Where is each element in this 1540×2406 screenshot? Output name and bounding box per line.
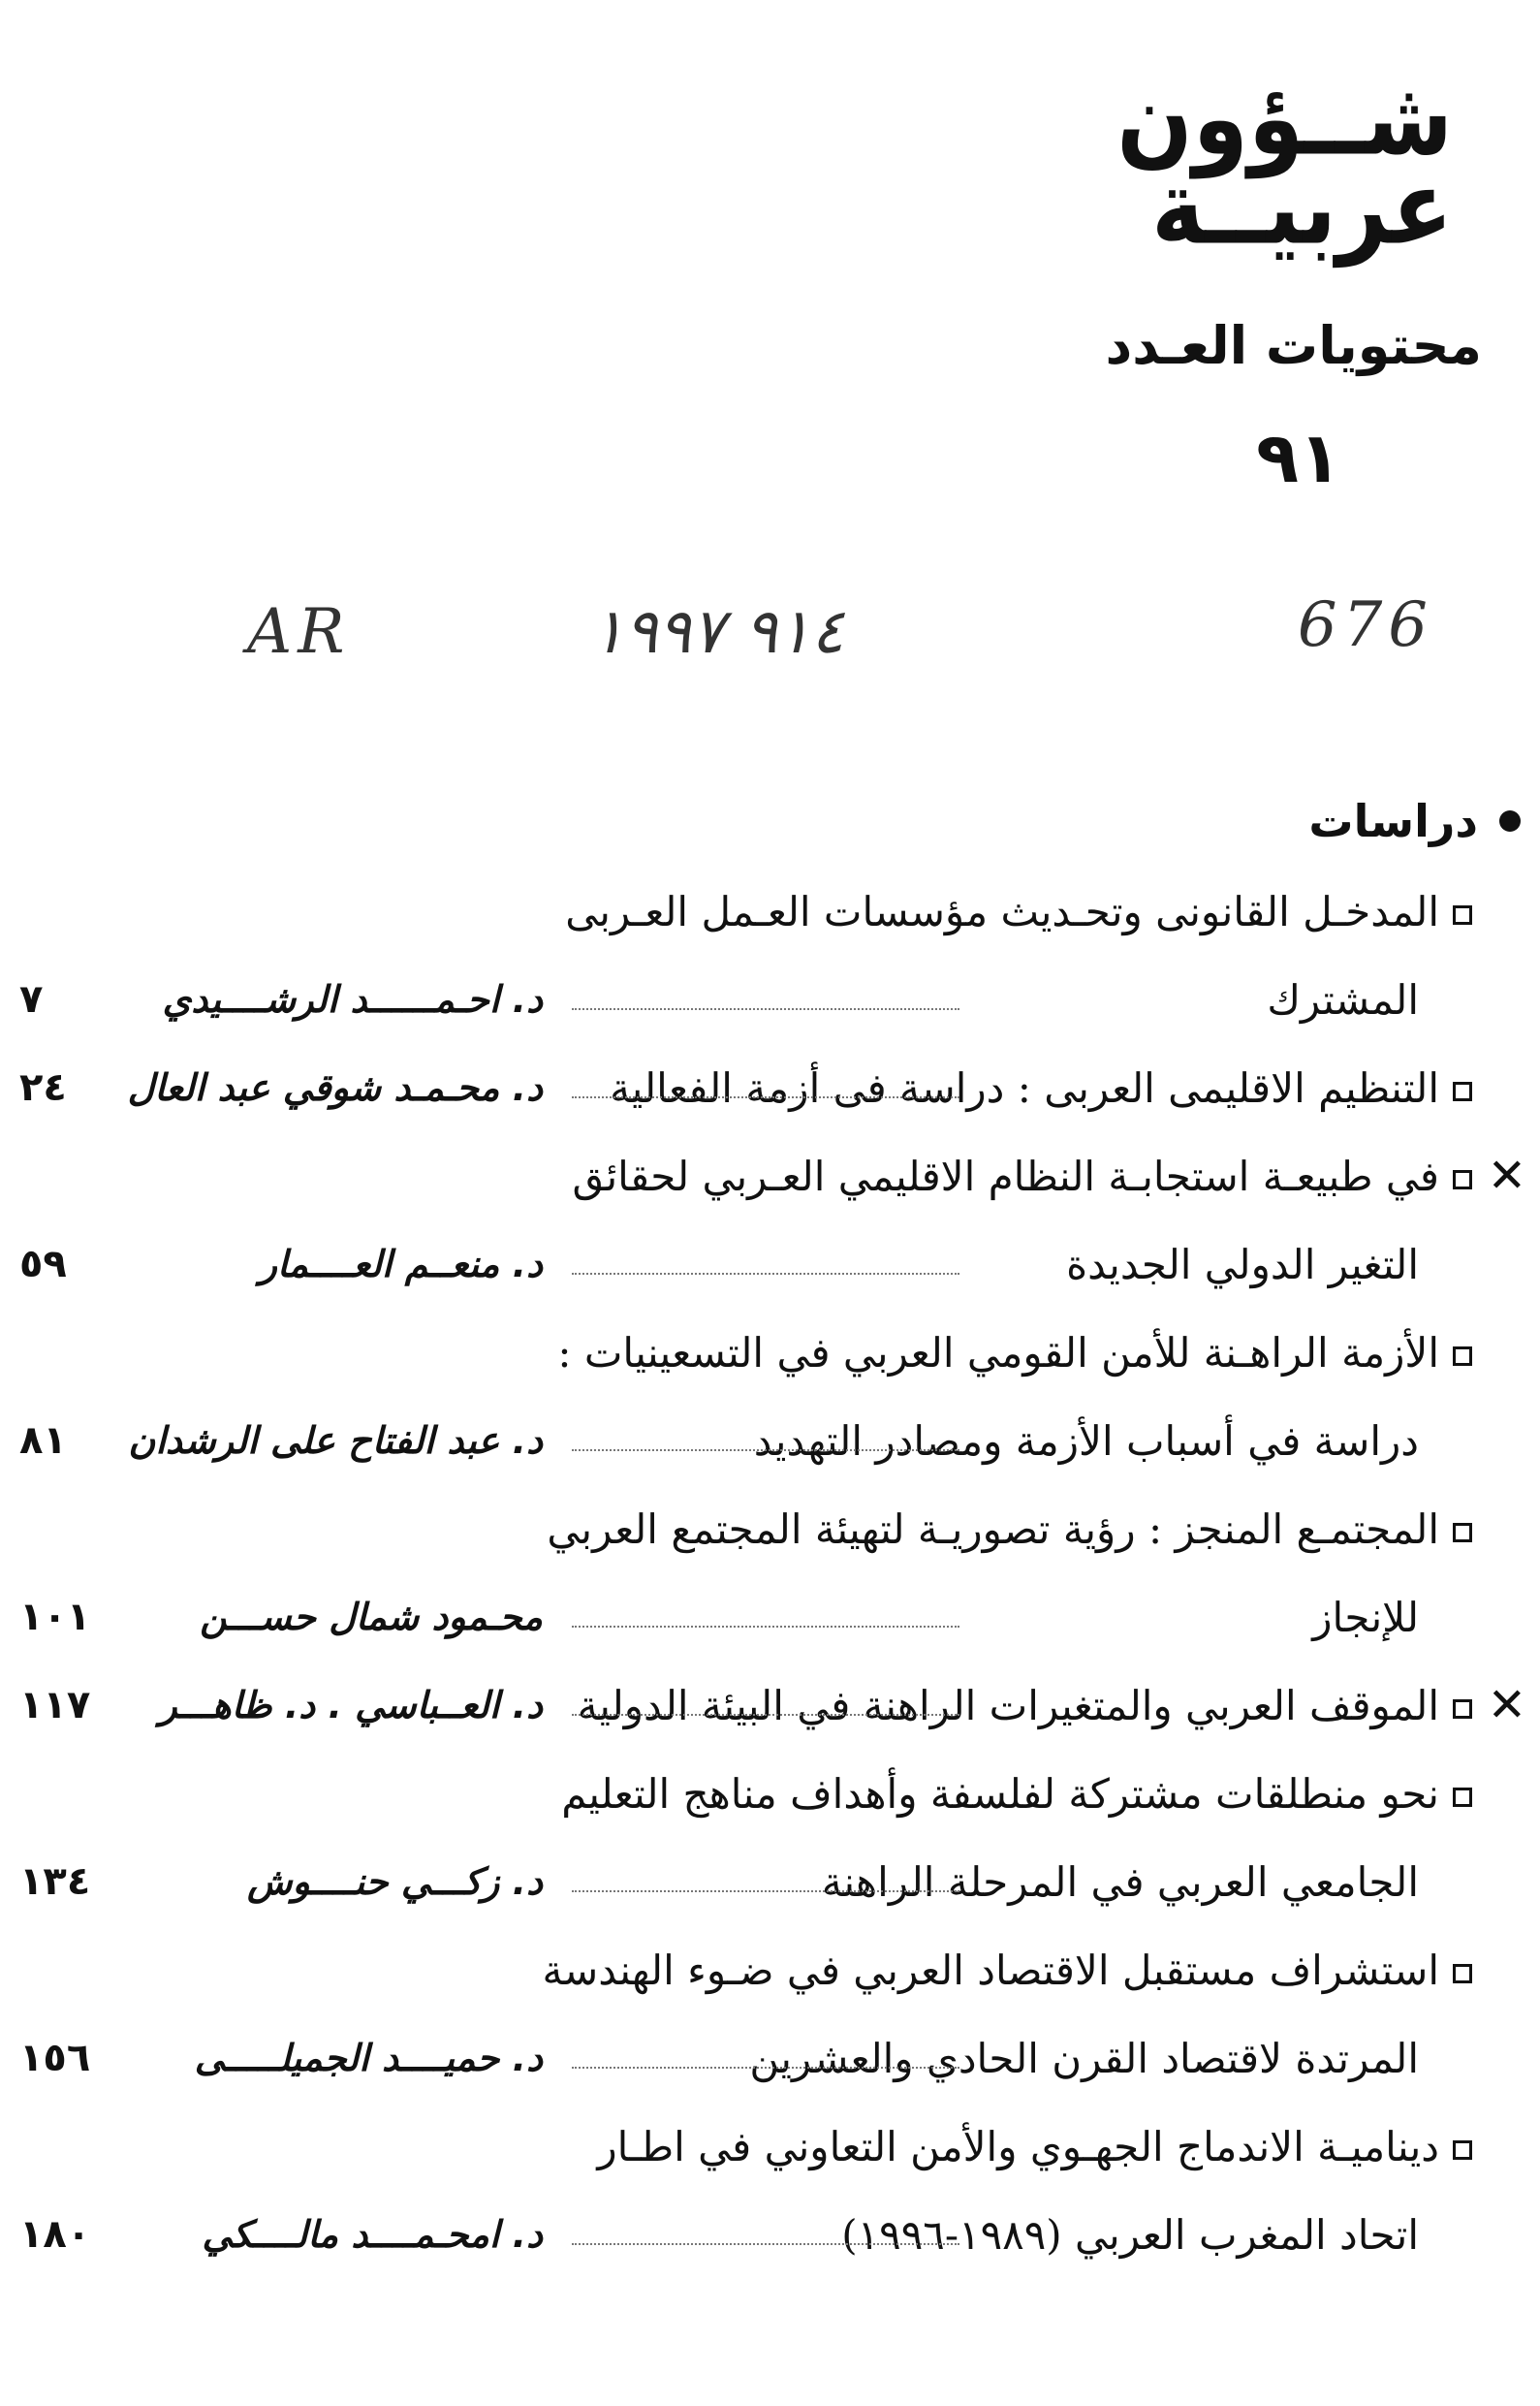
checkbox-icon [1453,905,1472,925]
toc-entry [0,1309,1540,1397]
toc-entry-continuation [0,1397,1540,1485]
checkbox-icon [1453,1788,1472,1807]
toc-page-number: ١٠١ [19,1595,91,1639]
toc-entry-continuation [0,956,1540,1044]
leader-dots [572,1096,959,1098]
checkbox-icon [1453,1170,1472,1189]
toc-title-line [547,1485,1472,1573]
toc-title-line [551,868,1472,956]
magazine-logo [1116,58,1453,268]
toc-title-text: الأزمة الراهـنة للأمن القومي العربي في التسعينيات : [557,1329,1439,1377]
toc-title-text: نحو منطلقات مشتركة لفلسفة وأهداف مناهج التعليم [561,1770,1439,1818]
toc-title-text: في طبيعـة استجابـة النظام الاقليمي العـربي لحقائق [572,1153,1439,1200]
toc-entry [0,1662,1540,1750]
toc-entry [0,1926,1540,2014]
leader-dots [572,1273,959,1275]
leader-dots [572,2067,959,2069]
toc-title-text: ديناميـة الاندماج الجهـوي والأمن التعاوني في اطـار [597,2123,1439,2170]
handwritten-note-left: AR [247,596,351,668]
toc-entry-continuation [0,1220,1540,1309]
toc-entry-continuation [0,2014,1540,2103]
toc-title-line-2: للإنجاز [1312,1594,1419,1641]
toc-entry-continuation [0,1573,1540,1662]
toc-title-line [551,1750,1472,1838]
toc-entry [0,1044,1540,1132]
toc-page-number: ٧ [19,977,44,1022]
toc-title-line [577,1662,1472,1750]
cross-mark-icon: ✕ [1487,1678,1526,1732]
checkbox-icon [1453,1346,1472,1366]
toc-entry [0,1132,1540,1220]
toc-author: د. منعــم العــــمار [259,1243,543,1285]
toc-author: د. احـمــــــد الرشــــيدي [162,978,543,1021]
toc-page-number: ١٣٤ [19,1859,91,1904]
leader-dots [572,1449,959,1451]
cross-mark-icon: ✕ [1487,1149,1526,1203]
toc-author: د. امحـمــــد مالــــكي [202,2213,543,2256]
logo-line-1: شــؤون [1116,58,1453,178]
toc-page-number: ١٨٠ [19,2212,91,2257]
toc-title-line [551,1132,1472,1220]
checkbox-icon [1453,2140,1472,2160]
toc-entry [0,1485,1540,1573]
toc-title-line-2: دراسة في أسباب الأزمة ومصادر التهديد [753,1417,1419,1465]
checkbox-icon [1453,1082,1472,1101]
toc-entry [0,868,1540,956]
toc-title-line [610,1044,1472,1132]
toc-page-number: ٥٩ [19,1242,67,1286]
toc-title-text: المدخـل القانونى وتحـديث مؤسسات العـمل العـربى [565,888,1439,935]
toc-title-line-2: المرتدة لاقتصاد القرن الحادي والعشرين [749,2035,1419,2082]
section-heading [1308,795,1521,847]
toc-title-line-2: اتحاد المغرب العربي (١٩٨٩-١٩٩٦) [841,2211,1419,2259]
toc-author: د. حميــــد الجميلـــــى [194,2037,543,2079]
logo-line-2: عربيــة [1151,147,1453,268]
leader-dots [572,1714,959,1716]
toc-title-text: الموقف العربي والمتغيرات الراهنة في البيئة الدولية [577,1682,1439,1729]
toc-author: د. زكـــي حنــــوش [247,1860,543,1903]
toc-author: د. عبد الفتاح على الرشدان [128,1419,543,1462]
leader-dots [572,1008,959,1010]
bullet-icon [1499,810,1521,832]
contents-title: محتويات العـدد [1105,315,1482,376]
toc-title-line [551,1309,1472,1397]
checkbox-icon [1453,1523,1472,1542]
toc-title-text: التنظيم الاقليمى العربى : دراسة فى أزمة الفعالية [610,1064,1439,1112]
toc-title-text: المجتمـع المنجز : رؤية تصوريـة لتهيئة المجتمع العربي [547,1505,1439,1553]
checkbox-icon [1453,1699,1472,1719]
toc-title-line-2: التغير الدولي الجديدة [1066,1241,1419,1288]
toc-entry-continuation [0,2191,1540,2279]
toc-page-number: ٢٤ [19,1065,67,1110]
toc-entry-continuation [0,1838,1540,1926]
toc-page-number: ١٥٦ [19,2036,91,2080]
toc-title-text: استشراف مستقبل الاقتصاد العربي في ضـوء الهندسة [542,1947,1439,1994]
toc-page-number: ١١٧ [19,1683,91,1727]
toc-title-line [542,1926,1472,2014]
leader-dots [572,1890,959,1892]
toc-entry [0,2103,1540,2191]
issue-number: ٩١ [1256,417,1341,498]
checkbox-icon [1453,1964,1472,1983]
toc-title-line-2: المشترك [1267,976,1419,1024]
handwritten-note-right: 676 [1297,589,1433,661]
handwritten-note-middle: ٩١٤ ١٩٩٧ [591,596,844,668]
toc-page-number: ٨١ [19,1418,67,1463]
section-heading-label: دراسات [1308,795,1478,847]
toc-title-line-2: الجامعي العربي في المرحلة الراهنة [821,1858,1419,1906]
toc-title-line [551,2103,1472,2191]
toc-entry [0,1750,1540,1838]
toc-author: محـمود شمال حســـن [200,1596,543,1638]
toc-author: د. محـمـد شوقي عبد العال [127,1066,543,1109]
table-of-contents [0,868,1540,2279]
leader-dots [572,2243,959,2245]
toc-author: د. العــباسي . د. ظاهـــر [159,1684,543,1726]
leader-dots [572,1626,959,1628]
